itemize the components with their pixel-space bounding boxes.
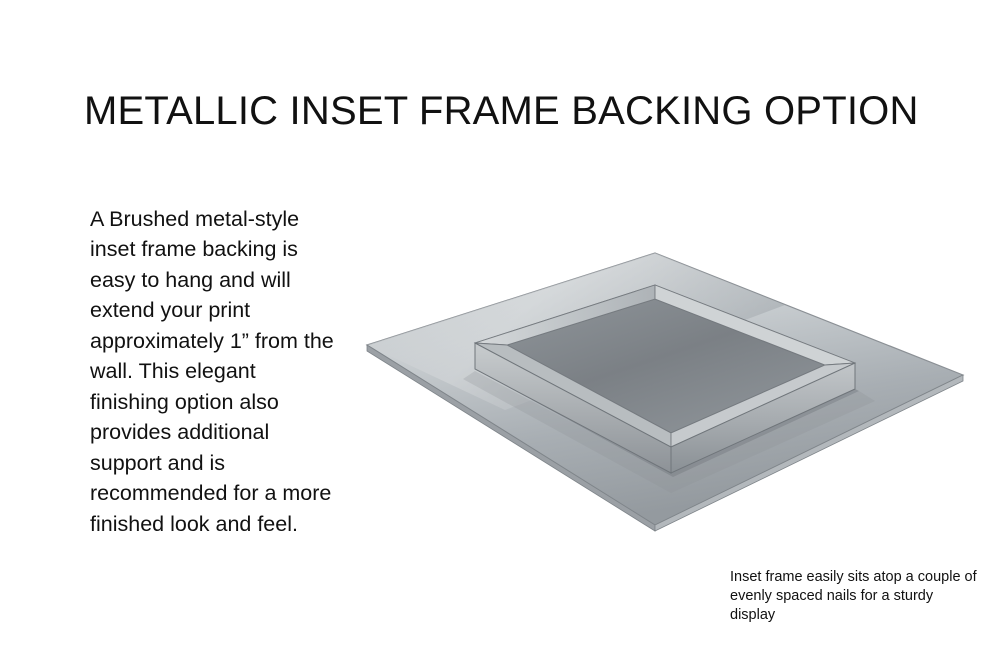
body-paragraph: A Brushed metal-style inset frame backing is easy to hang and will extend your print approximately 1” from the wall. This elegant finishing option also provides additional support and is recommended for a more finished look and feel.	[90, 206, 334, 536]
illustration-caption: Inset frame easily sits atop a couple of evenly spaced nails for a sturdy display	[730, 568, 977, 623]
metallic-inset-frame-illustration	[355, 225, 975, 555]
frame-diagram-svg	[355, 225, 975, 555]
page-title: METALLIC INSET FRAME BACKING OPTION	[84, 88, 919, 133]
